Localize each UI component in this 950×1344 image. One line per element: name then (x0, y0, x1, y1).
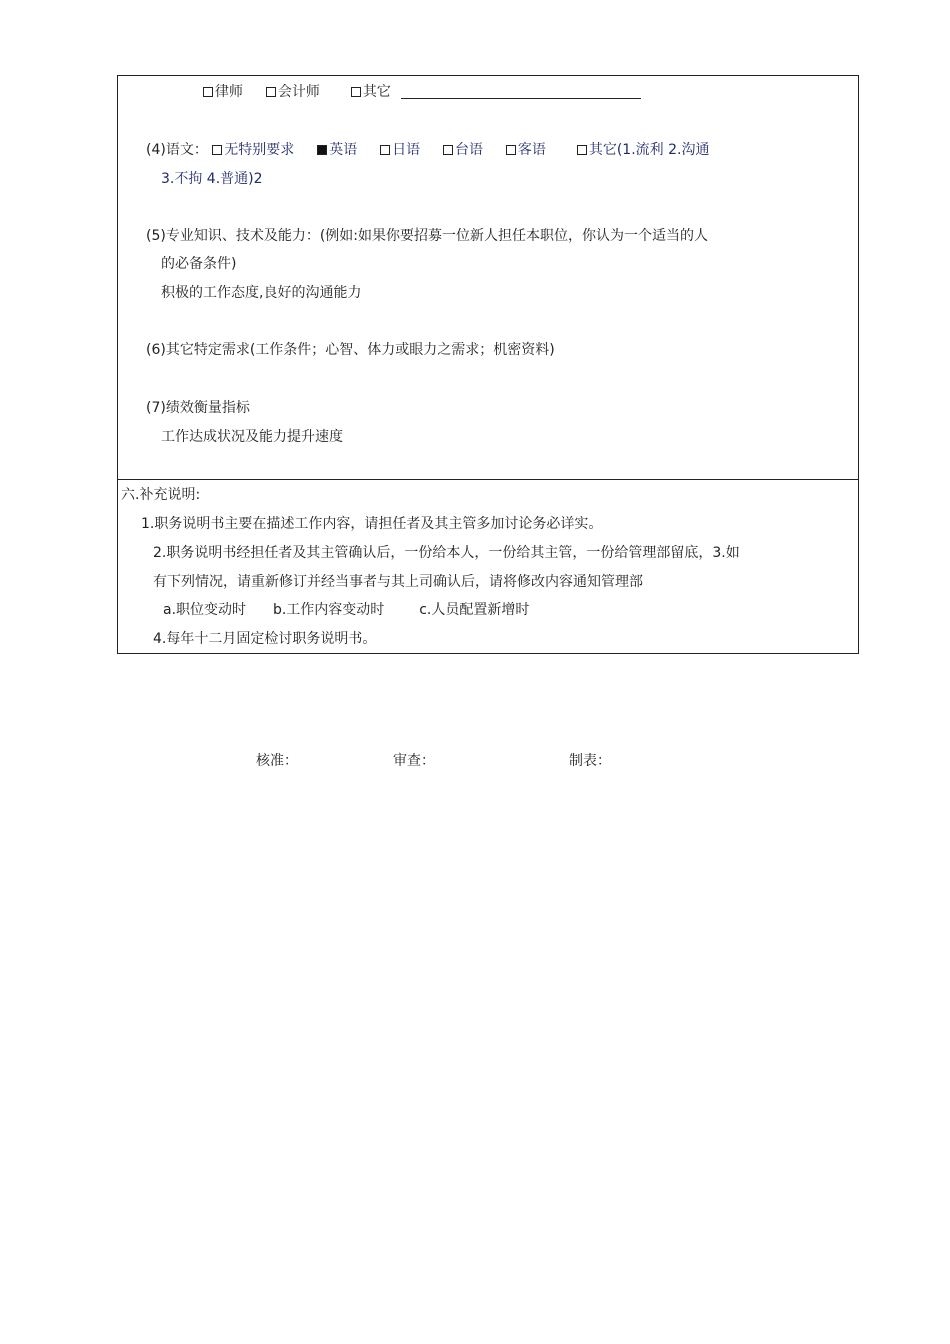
skills-title-line1: (5)专业知识、技术及能力：(例如:如果你要招募一位新人担任本职位，你认为一个适当的人 (146, 228, 709, 244)
lang-none-label: 无特别要求 (224, 142, 295, 158)
skills-title-line2: 的必备条件) (161, 256, 237, 272)
other-profession-label: 其它 (362, 84, 391, 100)
requirements-cell (117, 75, 859, 480)
lang-other-checkbox[interactable] (577, 145, 587, 155)
profession-row (203, 82, 641, 102)
lang-japanese-checkbox[interactable] (380, 145, 390, 155)
supplement-title: 六.补充说明: (121, 487, 201, 503)
performance-title: (7)绩效衡量指标 (146, 400, 250, 416)
review-label: 审查： (393, 753, 435, 769)
supplement-item4: 4.每年十二月固定检讨职务说明书。 (153, 631, 377, 647)
accountant-label: 会计师 (277, 84, 320, 100)
lang-taiwanese-label: 台语 (455, 142, 484, 158)
approve-label: 核准： (256, 753, 298, 769)
other-profession-blank[interactable] (401, 84, 641, 99)
case-position-change: a.职位变动时 (163, 602, 247, 618)
accountant-checkbox[interactable] (266, 87, 276, 97)
lang-hakka-checkbox[interactable] (506, 145, 516, 155)
lang-other-label: 其它(1.流利 2.沟通 (588, 142, 710, 158)
language-row (146, 140, 709, 160)
lang-none-checkbox[interactable] (212, 145, 222, 155)
performance-answer: 工作达成状况及能力提升速度 (161, 429, 343, 445)
lang-hakka-label: 客语 (517, 142, 546, 158)
lang-taiwanese-checkbox[interactable] (443, 145, 453, 155)
lawyer-checkbox[interactable] (203, 87, 213, 97)
supplement-cell (117, 479, 859, 654)
lang-japanese-label: 日语 (392, 142, 421, 158)
special-title: (6)其它特定需求(工作条件；心智、体力或眼力之需求；机密资料) (146, 342, 555, 358)
case-staff-add: c.人员配置新增时 (419, 602, 530, 618)
case-content-change: b.工作内容变动时 (272, 602, 385, 618)
supplement-cases (163, 600, 529, 620)
language-continuation: 3.不拘 4.普通)2 (161, 171, 263, 187)
prepare-label: 制表： (569, 753, 611, 769)
lawyer-label: 律师 (215, 84, 243, 100)
skills-answer: 积极的工作态度,良好的沟通能力 (161, 285, 362, 301)
other-profession-checkbox[interactable] (351, 87, 361, 97)
language-label: (4)语文： (146, 142, 208, 158)
supplement-item2-line1: 2.职务说明书经担任者及其主管确认后，一份给本人，一份给其主管，一份给管理部留底，3.如 (153, 545, 740, 561)
supplement-item2-line2: 有下列情况，请重新修订并经当事者与其上司确认后，请将修改内容通知管理部 (153, 574, 643, 590)
supplement-item1: 1.职务说明书主要在描述工作内容，请担任者及其主管多加讨论务必详实。 (141, 516, 603, 532)
lang-english-label: 英语 (329, 142, 358, 158)
lang-english-checkbox[interactable] (317, 145, 327, 155)
